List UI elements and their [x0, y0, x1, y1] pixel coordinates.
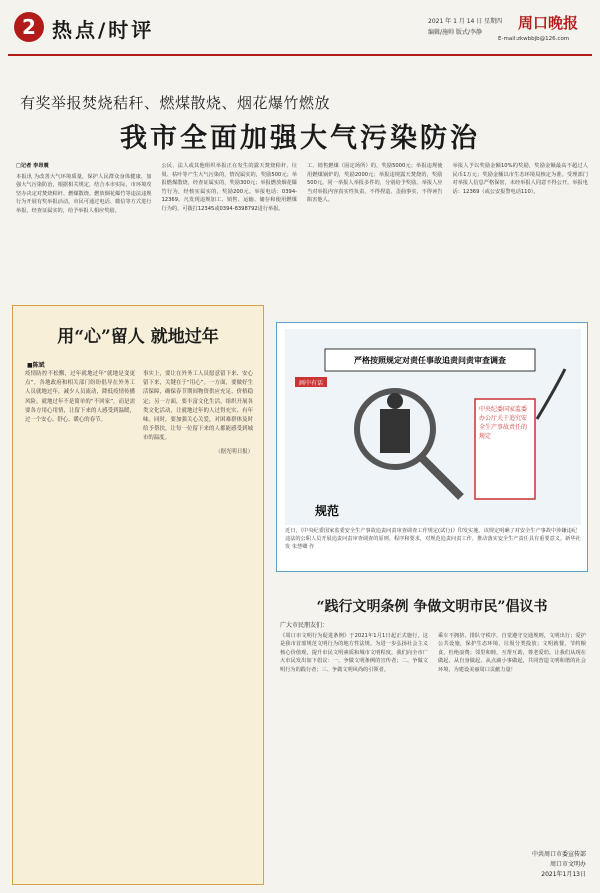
- cartoon-label: 规范: [315, 504, 340, 518]
- signoff-org-2: 周口市文明办: [549, 861, 586, 868]
- cartoon-illustration: [285, 329, 581, 525]
- cartoon-tag: 画中有话: [298, 380, 324, 387]
- initiative-col-2: 乘车不拥挤、排队守秩序，自觉遵守交通规则，文明出行；爱护公共设施，保护生态环境，垃圾分类投放；文明就餐，节约粮食，杜绝浪费；邻里和睦，互帮互助，尊老爱幼。让我们从现在做起、从自身做起、从点滴小事做起，共同营造文明和谐的社会环境，为建设美丽周口贡献力量！: [438, 633, 586, 673]
- commentary-col-2-text: 事实上，要让在外务工人员愿意留下来、安心留下来，关键在于“用心”。一方面，要做好生活保障，确保春节期间物资供应充足、价格稳定；另一方面，要丰富文化生活，组织开展各类文化活动，让就地过年的人过得充实、有年味。同时，要加强关心关爱，对困难群体及时给予帮扶，让每一位留下来的人都能感受到城市的温度。: [143, 371, 253, 442]
- commentary-title: 用“心”留人 就地过年: [57, 327, 219, 347]
- lead-headline: 我市全面加强大气污染防治: [120, 123, 480, 154]
- editor-line: 编辑/施帅 版式/李静: [428, 29, 482, 36]
- lead-col-2: 公民、法人或其他组织举报正在发生的露天焚烧秸秆、垃圾、枯叶等产生大气污染的，情况属实的，奖励500元；举报燃煤散烧，经查证属实的，奖励300元；举报燃放烟花爆竹行为，经核实属实的，奖励200元。举报电话：0394-12369。凡发现违规加工、销售、运输、储存和使用燃煤行为的，可拨打12345或0394-8398792进行举报。: [161, 163, 297, 212]
- cartoon-banner: 严格按照规定对责任事故追责问责审查调查: [354, 356, 506, 365]
- date-editor-info: [428, 16, 502, 38]
- brand-logo: 周口晚报: [518, 14, 579, 32]
- commentary-body: [25, 370, 253, 880]
- section-title: 热点/时评: [52, 18, 155, 42]
- initiative-body: [280, 632, 586, 850]
- lead-col-1-text: 本报讯 为改善大气环境质量，保护人民群众身体健康，加强大气污染防治，根据相关规定，结合本市实际，市环境攻坚办决定对焚烧秸秆、燃煤散烧、燃放烟花爆竹等违法违规行为开展有奖举报活动。市民可通过电话、微信等方式进行举报，经查证属实的，给予举报人相应奖励。: [16, 173, 152, 214]
- commentary-col-1: 疫情防控不松懈，过年就地过年“就地是变更点”。各地政府和相关部门纷纷倡导在外务工人员就地过年，减少人员流动，降低疫情传播风险。就地过年不是简单的“不回家”，而是需要各方用心用情，让留下来的人感受到温暖，过一个安心、舒心、暖心的春节。: [25, 371, 135, 424]
- commentary-source: （据光明日报）: [215, 448, 253, 455]
- initiative-salutation: 广大市民朋友们：: [280, 622, 329, 629]
- commentary-col-2: [143, 370, 253, 880]
- masthead: [8, 6, 592, 56]
- initiative-signoff: [480, 850, 586, 880]
- lead-col-1: [16, 162, 152, 298]
- lead-col-3: 工、销售燃煤（固定场所）的，奖励5000元；举报违规使用燃煤锅炉的，奖励2000元；举报违规露天焚烧的，奖励500元。同一举报人举报多件的，分别给予奖励。举报人应当对举报内容真实性负责，不得捏造、歪曲事实，不得诬告陷害他人。: [307, 163, 443, 204]
- email-line: E-mail:zkwbbjb@126.com: [498, 36, 570, 42]
- signoff-date: 2021年1月13日: [541, 871, 586, 878]
- page-number: 2: [14, 12, 44, 42]
- initiative-col-1: 《周口市文明行为促进条例》于2021年1月1日起正式施行，这是我市首部规范文明行为的地方性法规。为进一步弘扬社会主义核心价值观，提升市民文明素质和城市文明程度，我们向全市广大市民发出如下倡议：一、争做文明条例的宣传者；二、争做文明行为的践行者；三、争做文明风尚的引领者。: [280, 633, 428, 673]
- cartoon-document: 中央纪委国家监委办公厅关于追究安全生产事故责任的规定: [479, 406, 528, 440]
- lead-byline: □记者 李昂震: [16, 163, 49, 169]
- lead-kicker: 有奖举报焚烧秸秆、燃煤散烧、烟花爆竹燃放: [20, 94, 331, 112]
- cartoon-caption: 近日，《中央纪委国家监委安全生产事故追责问责审查调查工作规定(试行)》印发实施。该规定明确了对安全生产事故中涉嫌违纪违法的公职人员开展追责问责审查调查的原则、程序和要求，对规范追责问责工作、推动落实安全生产责任具有重要意义。新华社发 朱慧卿 作: [285, 528, 581, 551]
- commentary-box: [12, 305, 264, 885]
- initiative-title: “践行文明条例 争做文明市民”倡议书: [316, 599, 548, 615]
- cartoon-box: [276, 322, 588, 572]
- signoff-org: 中共周口市委宣传部: [531, 851, 586, 858]
- lead-body: [16, 162, 588, 298]
- date-line: 2021 年 1 月 14 日 星期四: [428, 18, 503, 25]
- commentary-author: ■陈斌: [27, 362, 45, 369]
- lead-col-4: 举报人予以奖励金额10%的奖励，奖励金额最高不超过人民币1万元；奖励金额以市生态环境局核定为准。受理部门对举报人信息严格保密，未经举报人同意不得公开。举报电话：12369（或公安报警电话110）。: [452, 163, 588, 195]
